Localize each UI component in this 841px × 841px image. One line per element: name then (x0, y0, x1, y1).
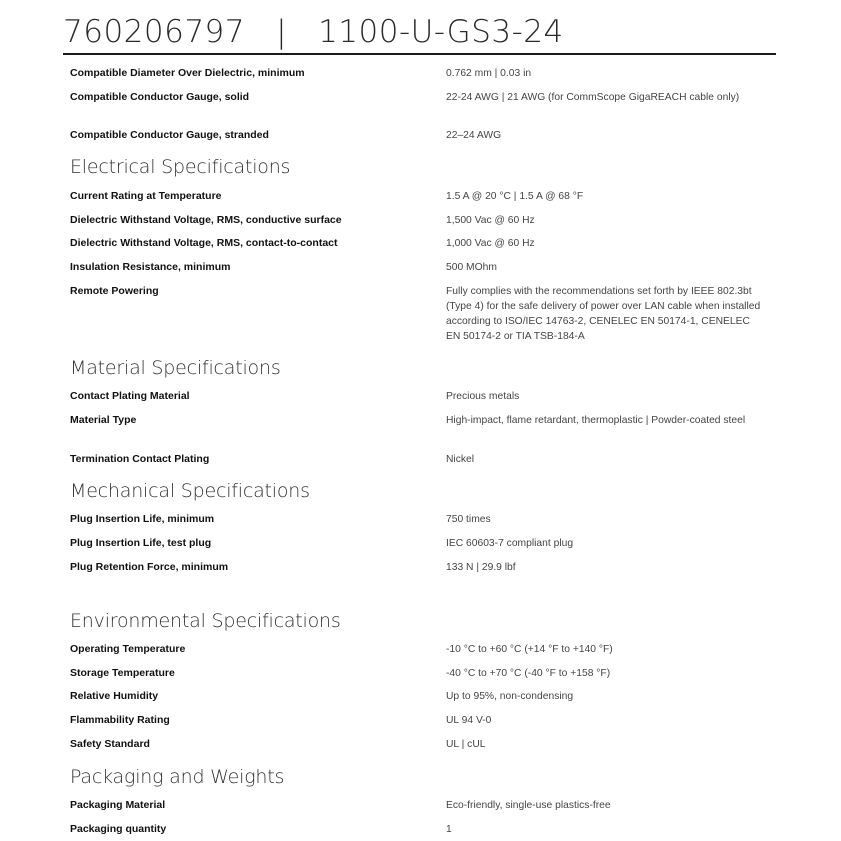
spec-label: Operating Temperature (70, 643, 186, 655)
spec-value: 1.5 A @ 20 °C | 1.5 A @ 68 °F (446, 191, 584, 202)
spec-value: 1,500 Vac @ 60 Hz (446, 215, 535, 226)
spec-value: Nickel (446, 454, 475, 465)
spec-value: Fully complies with the recommendations set forth by IEEE 802.3bt (Type 4) for the safe delivery of power over LAN cable when installed according to ISO/IEC 14763-2, CENELEC EN 50174-1, CENELEC EN 50174-2 or TIA TSB-184-A (446, 286, 761, 342)
spec-value: Precious metals (446, 391, 520, 402)
spec-value: 500 MOhm (446, 262, 497, 273)
spec-label: Contact Plating Material (70, 390, 190, 402)
spec-label: Plug Insertion Life, test plug (70, 537, 212, 549)
spec-value: 22-24 AWG | 21 AWG (for CommScope GigaREACH cable only) (446, 92, 740, 103)
spec-value: UL | cUL (446, 739, 486, 750)
spec-value: 1,000 Vac @ 60 Hz (446, 238, 535, 249)
spec-label: Plug Insertion Life, minimum (70, 513, 215, 525)
spec-value: 0.762 mm | 0.03 in (446, 68, 532, 79)
header-divider (63, 53, 776, 55)
section-title-mechanical: Mechanical Specifications (70, 480, 310, 502)
spec-label: Relative Humidity (70, 690, 159, 702)
spec-value: IEC 60603-7 compliant plug (446, 538, 574, 549)
spec-label: Material Type (70, 414, 137, 426)
spec-label: Compatible Conductor Gauge, stranded (70, 129, 269, 141)
spec-label: Storage Temperature (70, 667, 175, 679)
section-title-electrical: Electrical Specifications (70, 156, 291, 178)
spec-label: Safety Standard (70, 738, 150, 750)
spec-label: Dielectric Withstand Voltage, RMS, contact-to-contact (70, 237, 338, 249)
section-title-material: Material Specifications (70, 357, 281, 379)
spec-label: Termination Contact Plating (70, 453, 210, 465)
spec-label: Plug Retention Force, minimum (70, 561, 229, 573)
spec-label: Compatible Conductor Gauge, solid (70, 91, 250, 103)
spec-value: Up to 95%, non-condensing (446, 691, 574, 702)
page-title: 760206797 | 1100-U-GS3-24 (63, 14, 564, 50)
spec-label: Current Rating at Temperature (70, 190, 222, 202)
spec-value: High-impact, flame retardant, thermoplastic | Powder-coated steel (446, 415, 746, 426)
spec-label: Flammability Rating (70, 714, 170, 726)
spec-label: Dielectric Withstand Voltage, RMS, conductive surface (70, 214, 342, 226)
spec-value: UL 94 V-0 (446, 715, 492, 726)
spec-label: Packaging quantity (70, 823, 167, 835)
spec-value: 750 times (446, 514, 491, 525)
spec-value: 1 (446, 824, 452, 835)
spec-value: 22–24 AWG (446, 130, 502, 141)
spec-value: -10 °C to +60 °C (+14 °F to +140 °F) (446, 644, 613, 655)
spec-value: 133 N | 29.9 lbf (446, 562, 516, 573)
spec-label: Insulation Resistance, minimum (70, 261, 231, 273)
section-title-environmental: Environmental Specifications (70, 610, 341, 632)
section-title-packaging: Packaging and Weights (70, 766, 285, 788)
spec-label: Remote Powering (70, 285, 159, 297)
spec-value: -40 °C to +70 °C (-40 °F to +158 °F) (446, 668, 611, 679)
spec-label: Packaging Material (70, 799, 166, 811)
spec-value: Eco-friendly, single-use plastics-free (446, 800, 611, 811)
spec-label: Compatible Diameter Over Dielectric, minimum (70, 67, 305, 79)
